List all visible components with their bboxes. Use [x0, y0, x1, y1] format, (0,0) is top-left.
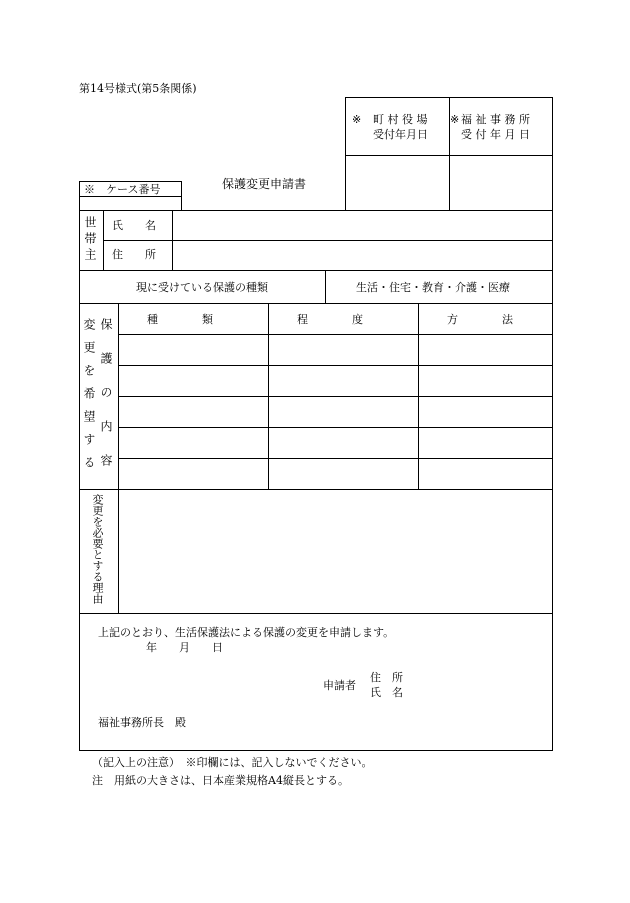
column-header-type: 種 類 [147, 313, 213, 326]
change-cell-type[interactable] [119, 366, 268, 395]
change-row-2 [119, 366, 552, 395]
reason-field[interactable] [119, 490, 552, 613]
change-cell-method[interactable] [419, 335, 552, 364]
town-office-stamp-field[interactable] [346, 156, 448, 210]
household-head-label: 世帯主 [83, 216, 97, 264]
desired-change-outer-label: 変更を希望する [82, 318, 96, 479]
column-header-method: 方 法 [447, 313, 513, 326]
form-title: 保護変更申請書 [222, 177, 307, 191]
current-protection-label: 現に受けている保護の種類 [136, 281, 268, 294]
form-number: 第14号様式(第5条関係) [79, 82, 197, 95]
change-row-3 [119, 397, 552, 426]
addressee: 福祉事務所長 殿 [98, 716, 186, 729]
reason-label: 変更を必要とする理由 [91, 494, 104, 604]
change-cell-degree[interactable] [269, 335, 418, 364]
change-cell-degree[interactable] [269, 428, 418, 457]
name-label: 氏 名 [112, 219, 156, 232]
declaration-date[interactable]: 年 月 日 [146, 641, 223, 654]
current-protection-options[interactable]: 生活・住宅・教育・介護・医療 [356, 281, 510, 294]
change-cell-degree[interactable] [269, 397, 418, 426]
change-cell-type[interactable] [119, 397, 268, 426]
change-cell-type[interactable] [119, 335, 268, 364]
column-header-degree: 程 度 [297, 313, 363, 326]
change-cell-degree[interactable] [269, 459, 418, 488]
welfare-office-stamp-field[interactable] [450, 156, 552, 210]
change-cell-degree[interactable] [269, 366, 418, 395]
change-cell-type[interactable] [119, 459, 268, 488]
change-cell-method[interactable] [419, 366, 552, 395]
address-label: 住 所 [112, 248, 156, 261]
applicant-name-label[interactable]: 氏 名 [370, 686, 403, 699]
household-address-field[interactable] [173, 241, 552, 269]
change-row-4 [119, 428, 552, 457]
desired-change-inner-label: 保護の内容 [99, 318, 113, 488]
case-number-label: ※ ケース番号 [84, 183, 161, 196]
change-row-5 [119, 459, 552, 488]
note-entry-caution: （記入上の注意） ※印欄には、記入しないでください。 [92, 756, 373, 769]
change-cell-method[interactable] [419, 428, 552, 457]
declaration-statement: 上記のとおり、生活保護法による保護の変更を申請します。 [98, 626, 395, 639]
change-row-1 [119, 335, 552, 364]
applicant-address-label[interactable]: 住 所 [370, 671, 403, 684]
change-cell-method[interactable] [419, 459, 552, 488]
household-name-field[interactable] [173, 211, 552, 239]
change-cell-type[interactable] [119, 428, 268, 457]
change-cell-method[interactable] [419, 397, 552, 426]
applicant-label: 申請者 [323, 679, 356, 692]
note-paper-size: 注 用紙の大きさは、日本産業規格A4縦長とする。 [92, 774, 349, 787]
